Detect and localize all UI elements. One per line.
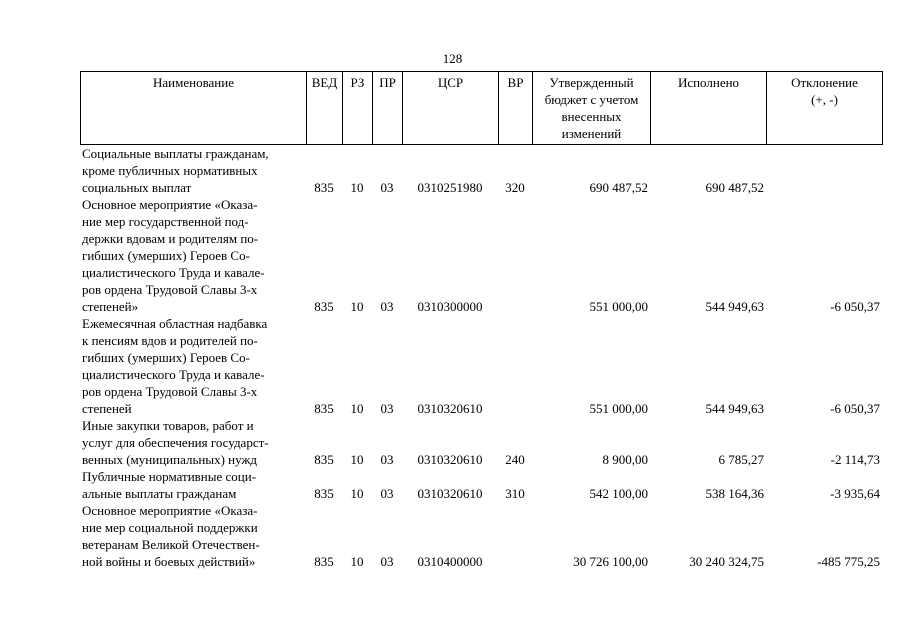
row-name-line: циалистического Труда и кавале- xyxy=(82,265,265,280)
header-deviation xyxy=(767,72,883,145)
row-name-line: альные выплаты гражданам xyxy=(82,486,237,501)
row-name-line: венных (муниципальных) нужд xyxy=(82,452,258,467)
row-deviation: -6 050,37 xyxy=(830,299,880,314)
row-executed: 690 487,52 xyxy=(705,180,764,195)
row-approved: 30 726 100,00 xyxy=(573,554,648,569)
row-csr: 0310320610 xyxy=(417,452,483,467)
row-name-line: ной войны и боевых действий» xyxy=(82,554,256,569)
row-rz: 10 xyxy=(350,401,364,416)
row-executed: 544 949,63 xyxy=(705,299,764,314)
row-ved: 835 xyxy=(314,452,334,467)
row-csr: 0310300000 xyxy=(417,299,483,314)
row-name-line: Публичные нормативные соци- xyxy=(82,469,257,484)
row-vr xyxy=(498,196,532,315)
row-csr: 0310320610 xyxy=(417,401,483,416)
header-ved: ВЕД xyxy=(307,72,343,145)
row-name xyxy=(80,196,306,315)
row-executed: 30 240 324,75 xyxy=(689,554,764,569)
table-header xyxy=(80,71,883,145)
row-executed: 6 785,27 xyxy=(718,452,764,467)
row-name-line: к пенсиям вдов и родителей по- xyxy=(82,333,258,348)
row-approved: 551 000,00 xyxy=(589,299,648,314)
row-vr: 320 xyxy=(505,180,525,195)
row-deviation: -485 775,25 xyxy=(817,554,880,569)
row-deviation: -6 050,37 xyxy=(830,401,880,416)
row-pr: 03 xyxy=(380,554,394,569)
row-vr: 240 xyxy=(505,452,525,467)
row-name-line: ров ордена Трудовой Славы 3-х xyxy=(82,384,258,399)
row-pr: 03 xyxy=(380,452,394,467)
row-csr: 0310320610 xyxy=(417,486,483,501)
budget-table-body xyxy=(80,145,882,570)
row-name-line: ветеранам Великой Отечествен- xyxy=(82,537,260,552)
row-pr: 03 xyxy=(380,401,394,416)
header-approved-line: внесенных xyxy=(561,109,622,124)
row-vr xyxy=(498,502,532,570)
header-pr: ПР xyxy=(373,72,403,145)
row-name-line: ров ордена Трудовой Славы 3-х xyxy=(82,282,258,297)
row-vr xyxy=(498,315,532,417)
row-name-line: гибших (умерших) Героев Со- xyxy=(82,350,250,365)
row-name-line: Иные закупки товаров, работ и xyxy=(82,418,254,433)
table-row xyxy=(80,502,882,570)
row-name-line: Основное мероприятие «Оказа- xyxy=(82,197,258,212)
row-approved: 542 100,00 xyxy=(589,486,648,501)
row-ved: 835 xyxy=(314,401,334,416)
row-approved: 690 487,52 xyxy=(589,180,648,195)
row-name-line: Социальные выплаты гражданам, xyxy=(82,146,269,161)
row-executed: 544 949,63 xyxy=(705,401,764,416)
table-row xyxy=(80,145,882,196)
row-deviation: -2 114,73 xyxy=(830,452,880,467)
row-name-line: ние мер государственной под- xyxy=(82,214,249,229)
row-pr: 03 xyxy=(380,299,394,314)
row-deviation xyxy=(766,145,882,196)
row-name-line: циалистического Труда и кавале- xyxy=(82,367,265,382)
header-approved-line: Утвержденный xyxy=(549,75,634,90)
row-rz: 10 xyxy=(350,486,364,501)
header-name: Наименование xyxy=(81,72,307,145)
row-approved: 8 900,00 xyxy=(602,452,648,467)
table-row xyxy=(80,315,882,417)
row-name-line: держки вдовам и родителям по- xyxy=(82,231,259,246)
header-approved-line: изменений xyxy=(561,126,622,141)
row-ved: 835 xyxy=(314,554,334,569)
row-name xyxy=(80,145,306,196)
row-ved: 835 xyxy=(314,299,334,314)
row-rz: 10 xyxy=(350,554,364,569)
row-rz: 10 xyxy=(350,180,364,195)
table-row xyxy=(80,468,882,502)
row-name-line: ние мер социальной поддержки xyxy=(82,520,258,535)
header-deviation-line: (+, -) xyxy=(811,92,838,107)
header-executed: Исполнено xyxy=(651,72,767,145)
table-row xyxy=(80,196,882,315)
row-name-line: степеней» xyxy=(82,299,139,314)
row-name-line: Ежемесячная областная надбавка xyxy=(82,316,268,331)
row-ved: 835 xyxy=(314,486,334,501)
header-approved xyxy=(533,72,651,145)
row-csr: 0310251980 xyxy=(417,180,483,195)
row-vr: 310 xyxy=(505,486,525,501)
row-rz: 10 xyxy=(350,452,364,467)
row-name xyxy=(80,468,306,502)
row-csr: 0310400000 xyxy=(417,554,483,569)
row-name-line: услуг для обеспечения государст- xyxy=(82,435,269,450)
row-name-line: гибших (умерших) Героев Со- xyxy=(82,248,250,263)
table-row xyxy=(80,417,882,468)
header-deviation-line: Отклонение xyxy=(791,75,858,90)
row-deviation: -3 935,64 xyxy=(830,486,880,501)
header-approved-line: бюджет с учетом xyxy=(544,92,639,107)
header-vr: ВР xyxy=(499,72,533,145)
row-pr: 03 xyxy=(380,486,394,501)
page-number: 128 xyxy=(442,51,463,66)
row-name-line: социальных выплат xyxy=(82,180,192,195)
row-name-line: Основное мероприятие «Оказа- xyxy=(82,503,258,518)
row-name-line: степеней xyxy=(82,401,132,416)
row-pr: 03 xyxy=(380,180,394,195)
row-name xyxy=(80,417,306,468)
row-name xyxy=(80,315,306,417)
row-name xyxy=(80,502,306,570)
row-ved: 835 xyxy=(314,180,334,195)
row-executed: 538 164,36 xyxy=(705,486,764,501)
row-name-line: кроме публичных нормативных xyxy=(82,163,258,178)
header-rz: РЗ xyxy=(343,72,373,145)
header-csr: ЦСР xyxy=(403,72,499,145)
row-rz: 10 xyxy=(350,299,364,314)
row-approved: 551 000,00 xyxy=(589,401,648,416)
